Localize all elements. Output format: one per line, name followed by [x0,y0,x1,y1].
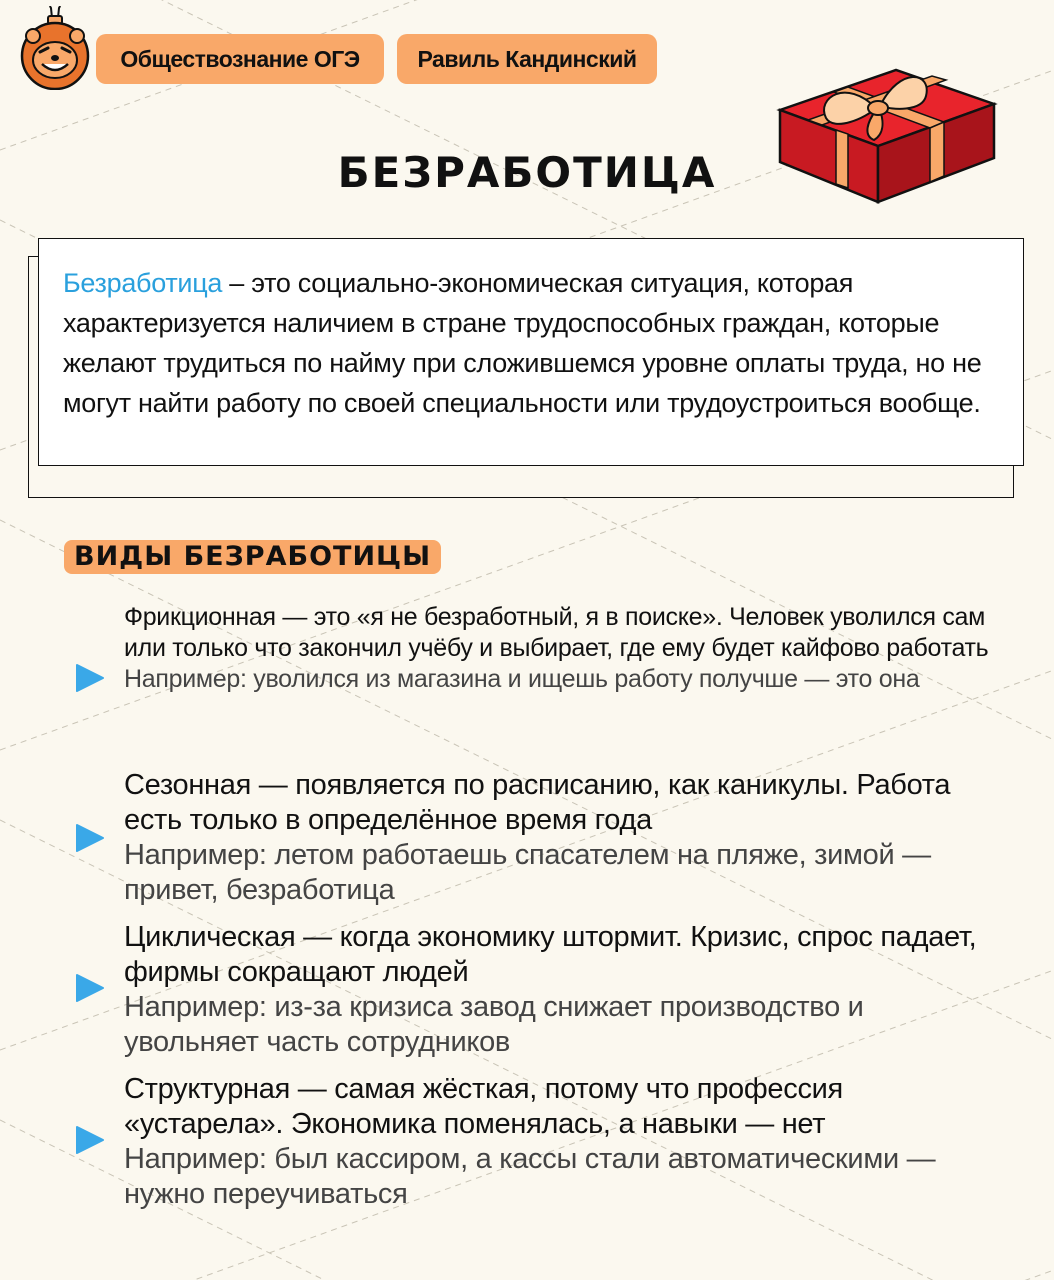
type-description: Сезонная — появляется по расписанию, как каникулы. Работа есть только в определённое время года [124,769,951,836]
definition-box [38,238,1024,466]
subject-tag: Обществознание ОГЭ [96,34,384,84]
definition-term: Безработица [63,268,223,298]
type-example: Например: из-за кризиса завод снижает производство и увольняет часть сотрудников [124,991,864,1058]
bear-ornament-icon [18,6,92,90]
list-item [124,768,994,908]
list-item [124,1072,994,1212]
list-item [124,920,994,1060]
page-title: БЕЗРАБОТИЦА [337,148,717,197]
definition-text: – это социально-экономическая ситуация, которая характеризуется наличием в стране трудоспособных граждан, которые желают трудиться по найму при сложившемся уровне оплаты труда, но не могут найти работу по своей специальности или трудоустроиться вообще. [63,268,982,418]
play-arrow-icon [74,822,106,854]
play-arrow-icon [74,662,106,694]
type-description: Фрикционная — это «я не безработный, я в поиске». Человек уволился сам или только что закончил учёбу и выбирает, где ему будет кайфово работать [124,603,989,662]
play-arrow-icon [74,972,106,1004]
type-example: Например: летом работаешь спасателем на пляже, зимой — привет, безработица [124,839,931,906]
type-example: Например: уволился из магазина и ищешь работу получше — это она [124,665,920,693]
play-arrow-icon [74,1124,106,1156]
section-title: ВИДЫ БЕЗРАБОТИЦЫ [64,540,441,574]
type-description: Структурная — самая жёсткая, потому что профессия «устарела». Экономика поменялась, а навыки — нет [124,1073,843,1140]
author-tag: Равиль Кандинский [397,34,657,84]
type-description: Циклическая — когда экономику штормит. Кризис, спрос падает, фирмы сокращают людей [124,921,977,988]
list-item [124,602,994,695]
type-example: Например: был кассиром, а кассы стали автоматическими — нужно переучиваться [124,1143,936,1210]
